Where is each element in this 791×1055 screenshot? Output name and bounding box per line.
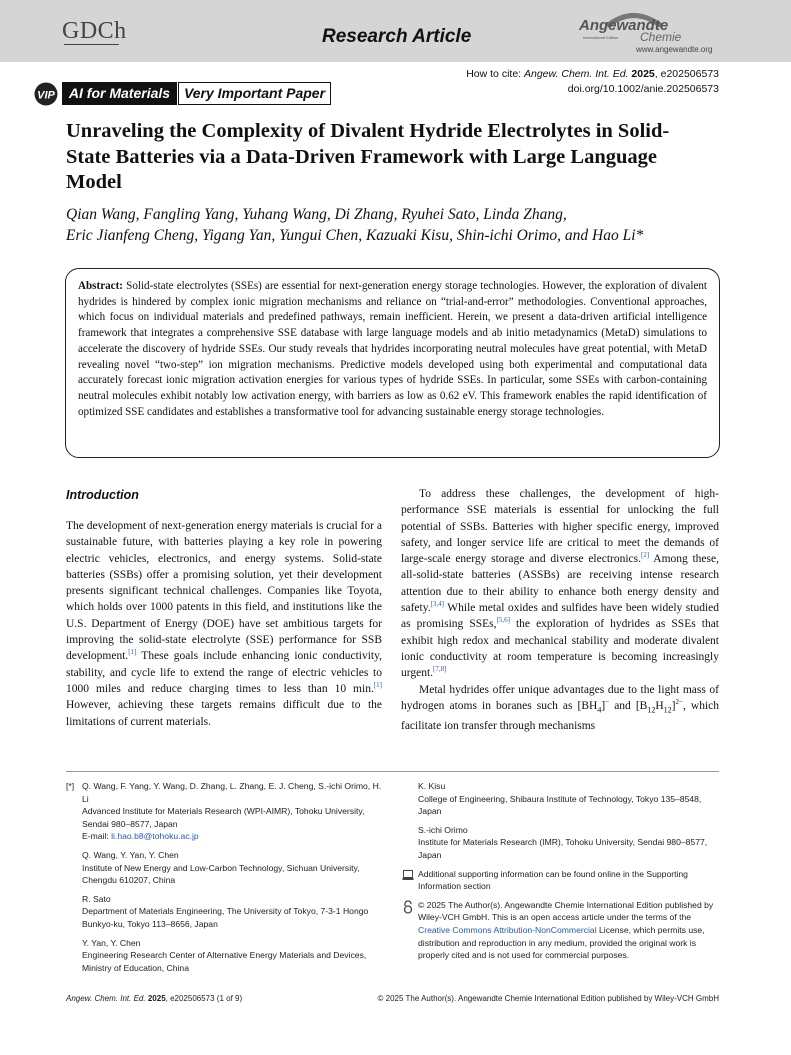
footer-pages: , e202506573 (1 of 9)	[165, 994, 243, 1003]
formula-subscript: 12	[663, 705, 672, 715]
abstract-box	[65, 268, 720, 458]
affiliation-institution: College of Engineering, Shibaura Institute of Technology, Tokyo 135–8548, Japan	[418, 793, 702, 817]
vip-icon	[33, 82, 59, 106]
affiliation-institution: Advanced Institute for Materials Research (WPI-AIMR), Tohoku University, Sendai 980–8577, Japan	[82, 806, 365, 829]
reference-link[interactable]: [1]	[373, 681, 382, 690]
supporting-info-text: Additional supporting information can be found online in the Supporting Information section	[418, 868, 688, 892]
reference-link[interactable]: [1]	[128, 648, 137, 657]
introduction-heading: Introduction	[66, 488, 139, 502]
license-note	[402, 899, 722, 962]
affiliation-block	[66, 893, 386, 931]
article-title: Unraveling the Complexity of Divalent Hydride Electrolytes in Solid-State Batteries via a Data-Driven Framework with Large Language Model	[66, 120, 670, 193]
authors-line-1: Qian Wang, Fangling Yang, Yuhang Wang, Di Zhang, Ryuhei Sato, Linda Zhang,	[66, 206, 567, 223]
affiliation-block	[66, 849, 386, 887]
intro-paragraph-1c: However, achieving these targets remains difficult due to the limitations of current materials.	[66, 699, 382, 728]
intro-paragraph-2: To address these challenges, the development of high-performance SSE materials is essential for unlocking the full potential of SSBs. Batteries with higher specific energy, improved safety, and longer service life are critical to meet the demands of large-scale energy storage and diverse electronics.	[401, 488, 719, 566]
angewandte-logo: Angewandte	[579, 17, 669, 34]
formula-element: H	[655, 699, 664, 712]
authors-line-2: Eric Jianfeng Cheng, Yigang Yan, Yungui Chen, Kazuaki Kisu, Shin-ichi Orimo, and Hao Li*	[66, 227, 644, 244]
formula-subscript: 12	[647, 705, 656, 715]
footnote-mark: [*]	[66, 781, 75, 791]
reference-link[interactable]: [3,4]	[430, 600, 445, 609]
intro-paragraph-1: The development of next-generation energy materials is crucial for a sustainable future, with batteries playing a key role in powering electric vehicles, electronics, and energy systems. Solid-state batteries (SSBs) offer a promising solution, yet their development presents significant technical challenges. Companies like Toyota, which holds over 1000 patents in this field, and institutions like the U.S. Department of Energy (DOE) have set ambitious targets for improving the solid-state electrolyte (SSE) performance for SSB development.	[66, 520, 382, 663]
abstract-label: Abstract:	[78, 280, 123, 292]
introduction-column-1	[66, 518, 382, 730]
footer-year: 2025	[147, 994, 166, 1003]
affiliation-institution: Department of Materials Engineering, The University of Tokyo, 7-3-1 Hongo Bunkyo-ku, Tokyo 113–8656, Japan	[82, 906, 369, 929]
cite-prefix: How to cite:	[466, 68, 524, 80]
section-title: Research Article	[322, 26, 472, 47]
email-label: E-mail:	[82, 831, 112, 842]
formula-bracket: ]	[671, 699, 676, 712]
supporting-info-note	[402, 868, 722, 893]
cite-year: 2025	[631, 68, 655, 80]
affiliation-block	[402, 824, 722, 862]
affiliation-names: R. Sato	[82, 893, 111, 904]
intro-paragraph-2d: the exploration of hydrides as SSEs that exhibit high redox and mechanical stability and moderate divalent ionic conductivity at room temperature is becoming increasingly urgent.	[401, 618, 719, 680]
reference-link[interactable]: [5,6]	[496, 616, 510, 625]
page-footer-citation	[66, 994, 242, 1003]
affiliation-block	[402, 780, 722, 818]
introduction-column-2	[401, 486, 719, 735]
intro-paragraph-3c: , which facilitate ion transfer through mechanisms	[401, 699, 719, 733]
svg-text:VIP: VIP	[37, 89, 55, 102]
formula-charge: −	[605, 698, 610, 707]
gdch-logo: GDCh	[62, 18, 127, 44]
affiliation-names: Y. Yan, Y. Chen	[82, 937, 141, 948]
affiliations-left	[66, 780, 386, 980]
affiliations-right	[402, 780, 722, 968]
open-access-icon	[402, 900, 414, 914]
doi-link[interactable]: doi.org/10.1002/anie.202506573	[567, 83, 719, 95]
affiliation-institution: Engineering Research Center of Alternative Energy Materials and Devices, Ministry of Education, China	[82, 950, 367, 973]
very-important-paper-badge: Very Important Paper	[178, 82, 331, 105]
cite-article-number: , e202506573	[654, 68, 719, 80]
angewandte-logo-chemie: Chemie	[640, 30, 682, 44]
affiliation-institution: Institute for Materials Research (IMR), Tohoku University, Sendai 980–8577, Japan	[418, 837, 708, 860]
license-part-a: © 2025 The Author(s). Angewandte Chemie International Edition published by Wiley-VCH GmbH. This is an open access article under the terms of the	[418, 899, 714, 923]
intro-paragraph-1b: These goals include enhancing ionic conductivity, stability, and cycle life to extend the range of electric vehicles to 1000 miles and reduce charging times to less than 10 min.	[66, 650, 382, 695]
reference-link[interactable]: [2]	[641, 551, 650, 560]
license-link[interactable]: Creative Commons Attribution-NonCommercial	[418, 924, 597, 935]
intro-paragraph-2c: While metal oxides and sulfides have been widely studied as promising SSEs,	[401, 602, 719, 631]
intro-paragraph-3: Metal hydrides offer unique advantages due to the light mass of hydrogen atoms in boranes such as [BH	[401, 683, 719, 712]
document-icon	[402, 869, 414, 881]
formula-bracket: ]	[601, 699, 606, 712]
affiliation-names: Q. Wang, Y. Yan, Y. Chen	[82, 849, 179, 860]
author-list	[66, 204, 746, 246]
affiliation-names: Q. Wang, F. Yang, Y. Wang, D. Zhang, L. Zhang, E. J. Cheng, S.-ichi Orimo, H. Li	[82, 781, 382, 804]
affiliation-institution: Institute of New Energy and Low-Carbon Technology, Sichuan University, Chengdu 610207, China	[82, 862, 360, 886]
license-part-b: License, which permits use, distribution and reproduction in any medium, provided the original work is properly cited and is not used for commercial purposes.	[418, 924, 705, 961]
affiliation-block	[66, 780, 386, 843]
affiliation-names: K. Kisu	[418, 781, 446, 791]
page-footer-copyright: © 2025 The Author(s). Angewandte Chemie International Edition published by Wiley-VCH GmbH	[377, 994, 719, 1003]
cite-journal: Angew. Chem. Int. Ed.	[524, 68, 629, 80]
footer-journal: Angew. Chem. Int. Ed.	[66, 994, 146, 1003]
affiliation-names: S.-ichi Orimo	[418, 824, 468, 835]
formula-charge: 2−	[675, 698, 683, 707]
formula-subscript: 4	[597, 705, 602, 715]
category-badge[interactable]: AI for Materials	[62, 82, 177, 105]
reference-link[interactable]: [7,8]	[433, 665, 447, 674]
intro-paragraph-3b: and [B	[609, 699, 648, 712]
license-text	[418, 899, 722, 962]
journal-url[interactable]: www.angewandte.org	[636, 45, 713, 54]
intro-paragraph-2b: Among these, all-solid-state batteries (ASSBs) are receiving intense research attention due to their ability to enhance both energy density and safety.	[401, 553, 719, 615]
angewandte-logo-sub: International Edition	[583, 35, 619, 40]
footnote-divider	[66, 771, 719, 772]
abstract-text	[78, 279, 707, 420]
email-link[interactable]: li.hao.b8@tohoku.ac.jp	[111, 831, 199, 842]
gdch-logo-underline	[64, 44, 119, 45]
how-to-cite	[466, 67, 719, 97]
abstract-body: Solid-state electrolytes (SSEs) are essential for next-generation energy storage technologies. However, the exploration of divalent hydrides is hindered by complex ionic migration mechanisms and reliance on “trial-and-error” methodologies. Conventional approaches, which focus on individual materials and predefined pathways, remain inefficient. Herein, we present a data-driven artificial intelligence framework that integrates a comprehensive SSE database with large language models and ab initio metadynamics (MetaD) simulations to accelerate the discovery of hydride SSEs. Our study reveals that hydrides incorporating neutral molecules have great potential, with MetaD revealing novel “two-step” ion migration mechanisms. Predictive models developed using both experimental and computational data accurately forecast ionic migration activation energies for various types of hydride SSEs. In particular, some SSEs with carbon-containing neutral molecules exhibit notably low activation energy, with barriers as low as 0.62 eV. This framework enables the rapid identification of optimized SSE candidates and establishes a transformative tool for advancing sustainable energy storage technologies.	[78, 280, 707, 418]
affiliation-block	[66, 937, 386, 975]
